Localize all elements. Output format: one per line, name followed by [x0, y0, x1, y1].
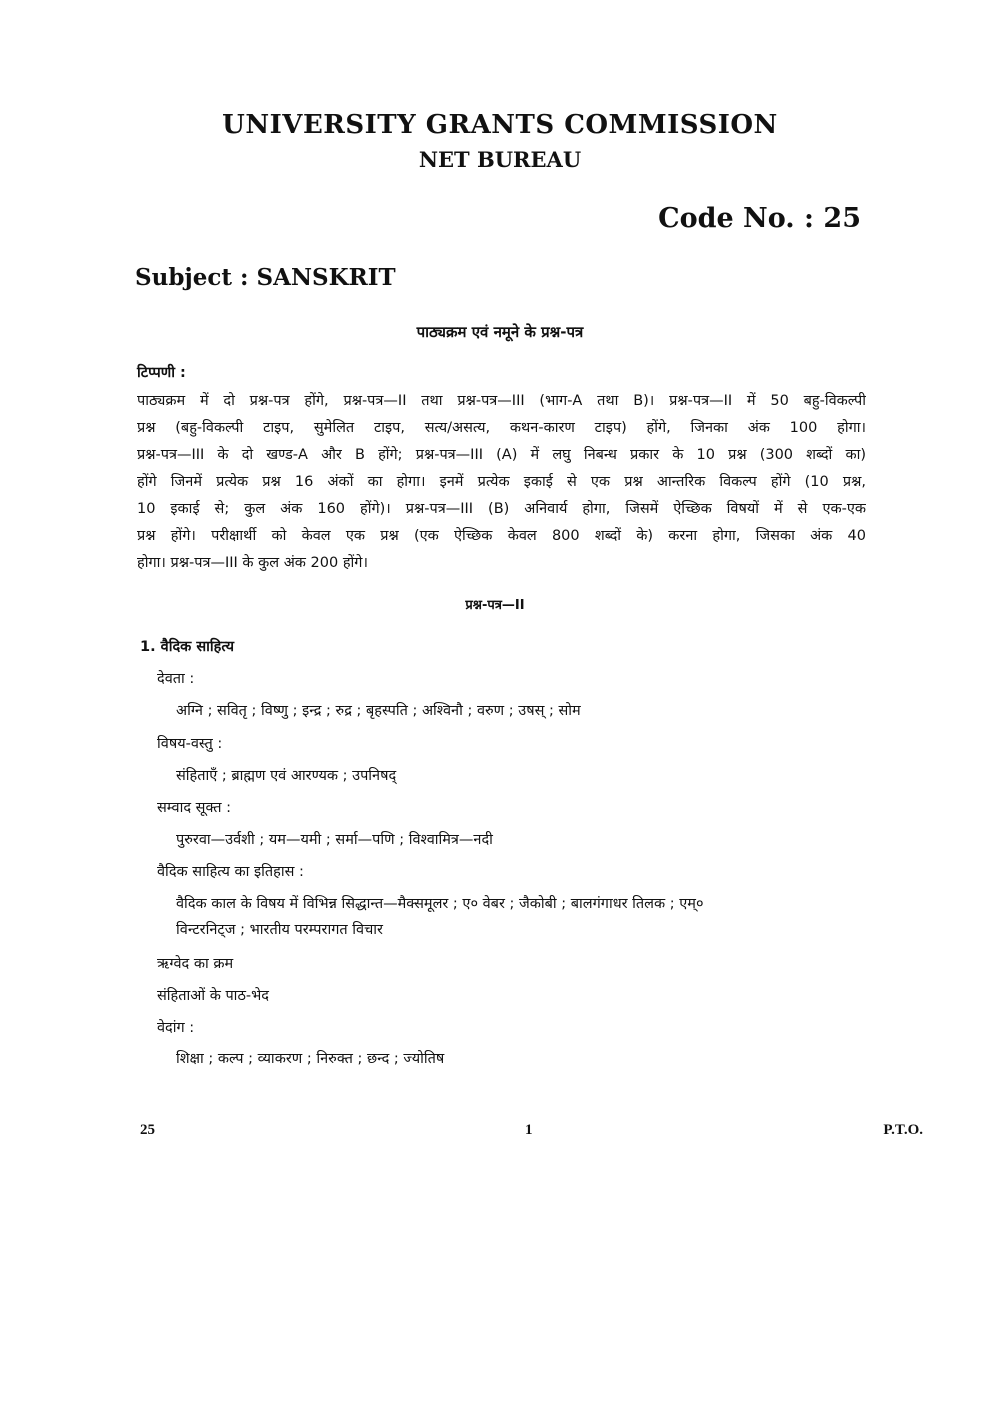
note-paragraph [137, 388, 866, 577]
item-heading: वैदिक साहित्य का इतिहास : [157, 864, 304, 880]
note-line: प्रश्न (बहु-विकल्पी टाइप, सुमेलित टाइप, सत्य/असत्य, कथन-कारण टाइप) होंगे, जिनका अंक 100 होगा। [137, 420, 866, 436]
item-content: विन्टरनिट्ज ; भारतीय परम्परागत विचार [176, 922, 383, 938]
note-line: होगा। प्रश्न-पत्र—III के कुल अंक 200 होंगे। [137, 555, 368, 571]
paper-heading: प्रश्न-पत्र—II [465, 598, 525, 613]
item-heading: विषय-वस्तु : [157, 736, 223, 752]
item-heading: संहिताओं के पाठ-भेद [157, 988, 269, 1004]
item-content: वैदिक काल के विषय में विभिन्न सिद्धान्त—मैक्समूलर ; ए० वेबर ; जैकोबी ; बालगंगाधर तिलक ; एम्० [176, 896, 704, 912]
item-heading: ऋग्वेद का क्रम [157, 956, 234, 972]
item-content: संहिताएँ ; ब्राह्मण एवं आरण्यक ; उपनिषद् [176, 768, 397, 784]
document-title: UNIVERSITY GRANTS COMMISSION [222, 110, 778, 140]
note-line: पाठ्यक्रम में दो प्रश्न-पत्र होंगे, प्रश्न-पत्र—II तथा प्रश्न-पत्र—III (भाग-A तथा B)। प्रश्न-पत्र—II में 50 बहु-विकल्पी [137, 393, 866, 409]
note-line: प्रश्न-पत्र—III के दो खण्ड-A और B होंगे; प्रश्न-पत्र—III (A) में लघु निबन्ध प्रकार के 10 प्रश्न (300 शब्दों का) [137, 447, 866, 463]
item-content: शिक्षा ; कल्प ; व्याकरण ; निरुक्त ; छन्द ; ज्योतिष [176, 1051, 445, 1067]
item-heading: देवता : [157, 671, 195, 687]
pto-label: P.T.O. [883, 1122, 923, 1138]
item-heading: वेदांग : [157, 1020, 195, 1036]
item-content: अग्नि ; सवितृ ; विष्णु ; इन्द्र ; रुद्र ; बृहस्पति ; अश्विनौ ; वरुण ; उषस् ; सोम [176, 703, 581, 719]
code-number: Code No. : 25 [658, 203, 861, 234]
subject-heading: Subject : SANSKRIT [135, 264, 396, 291]
note-line: प्रश्न होंगे। परीक्षार्थी को केवल एक प्रश्न (एक ऐच्छिक केवल 800 शब्दों के) करना होगा, जिसका अंक 40 [137, 528, 866, 544]
syllabus-heading: पाठ्यक्रम एवं नमूने के प्रश्न-पत्र [416, 323, 584, 341]
note-label: टिप्पणी : [137, 365, 186, 381]
item-heading: सम्वाद सूक्त : [157, 800, 231, 816]
page-number: 1 [525, 1122, 533, 1138]
item-content: पुरुरवा—उर्वशी ; यम—यमी ; सर्मा—पणि ; विश्वामित्र—नदी [176, 832, 493, 848]
document-subtitle: NET BUREAU [418, 147, 582, 172]
section-title: 1. वैदिक साहित्य [140, 639, 234, 655]
note-line: होंगे जिनमें प्रत्येक प्रश्न 16 अंकों का होगा। इनमें प्रत्येक इकाई से एक प्रश्न आन्तरिक विकल्प होंगे (10 प्रश्न, [137, 474, 866, 490]
footer-code: 25 [140, 1122, 155, 1138]
note-line: 10 इकाई से; कुल अंक 160 होंगे)। प्रश्न-पत्र—III (B) अनिवार्य होगा, जिसमें ऐच्छिक विषयों में से एक-एक [137, 501, 866, 517]
